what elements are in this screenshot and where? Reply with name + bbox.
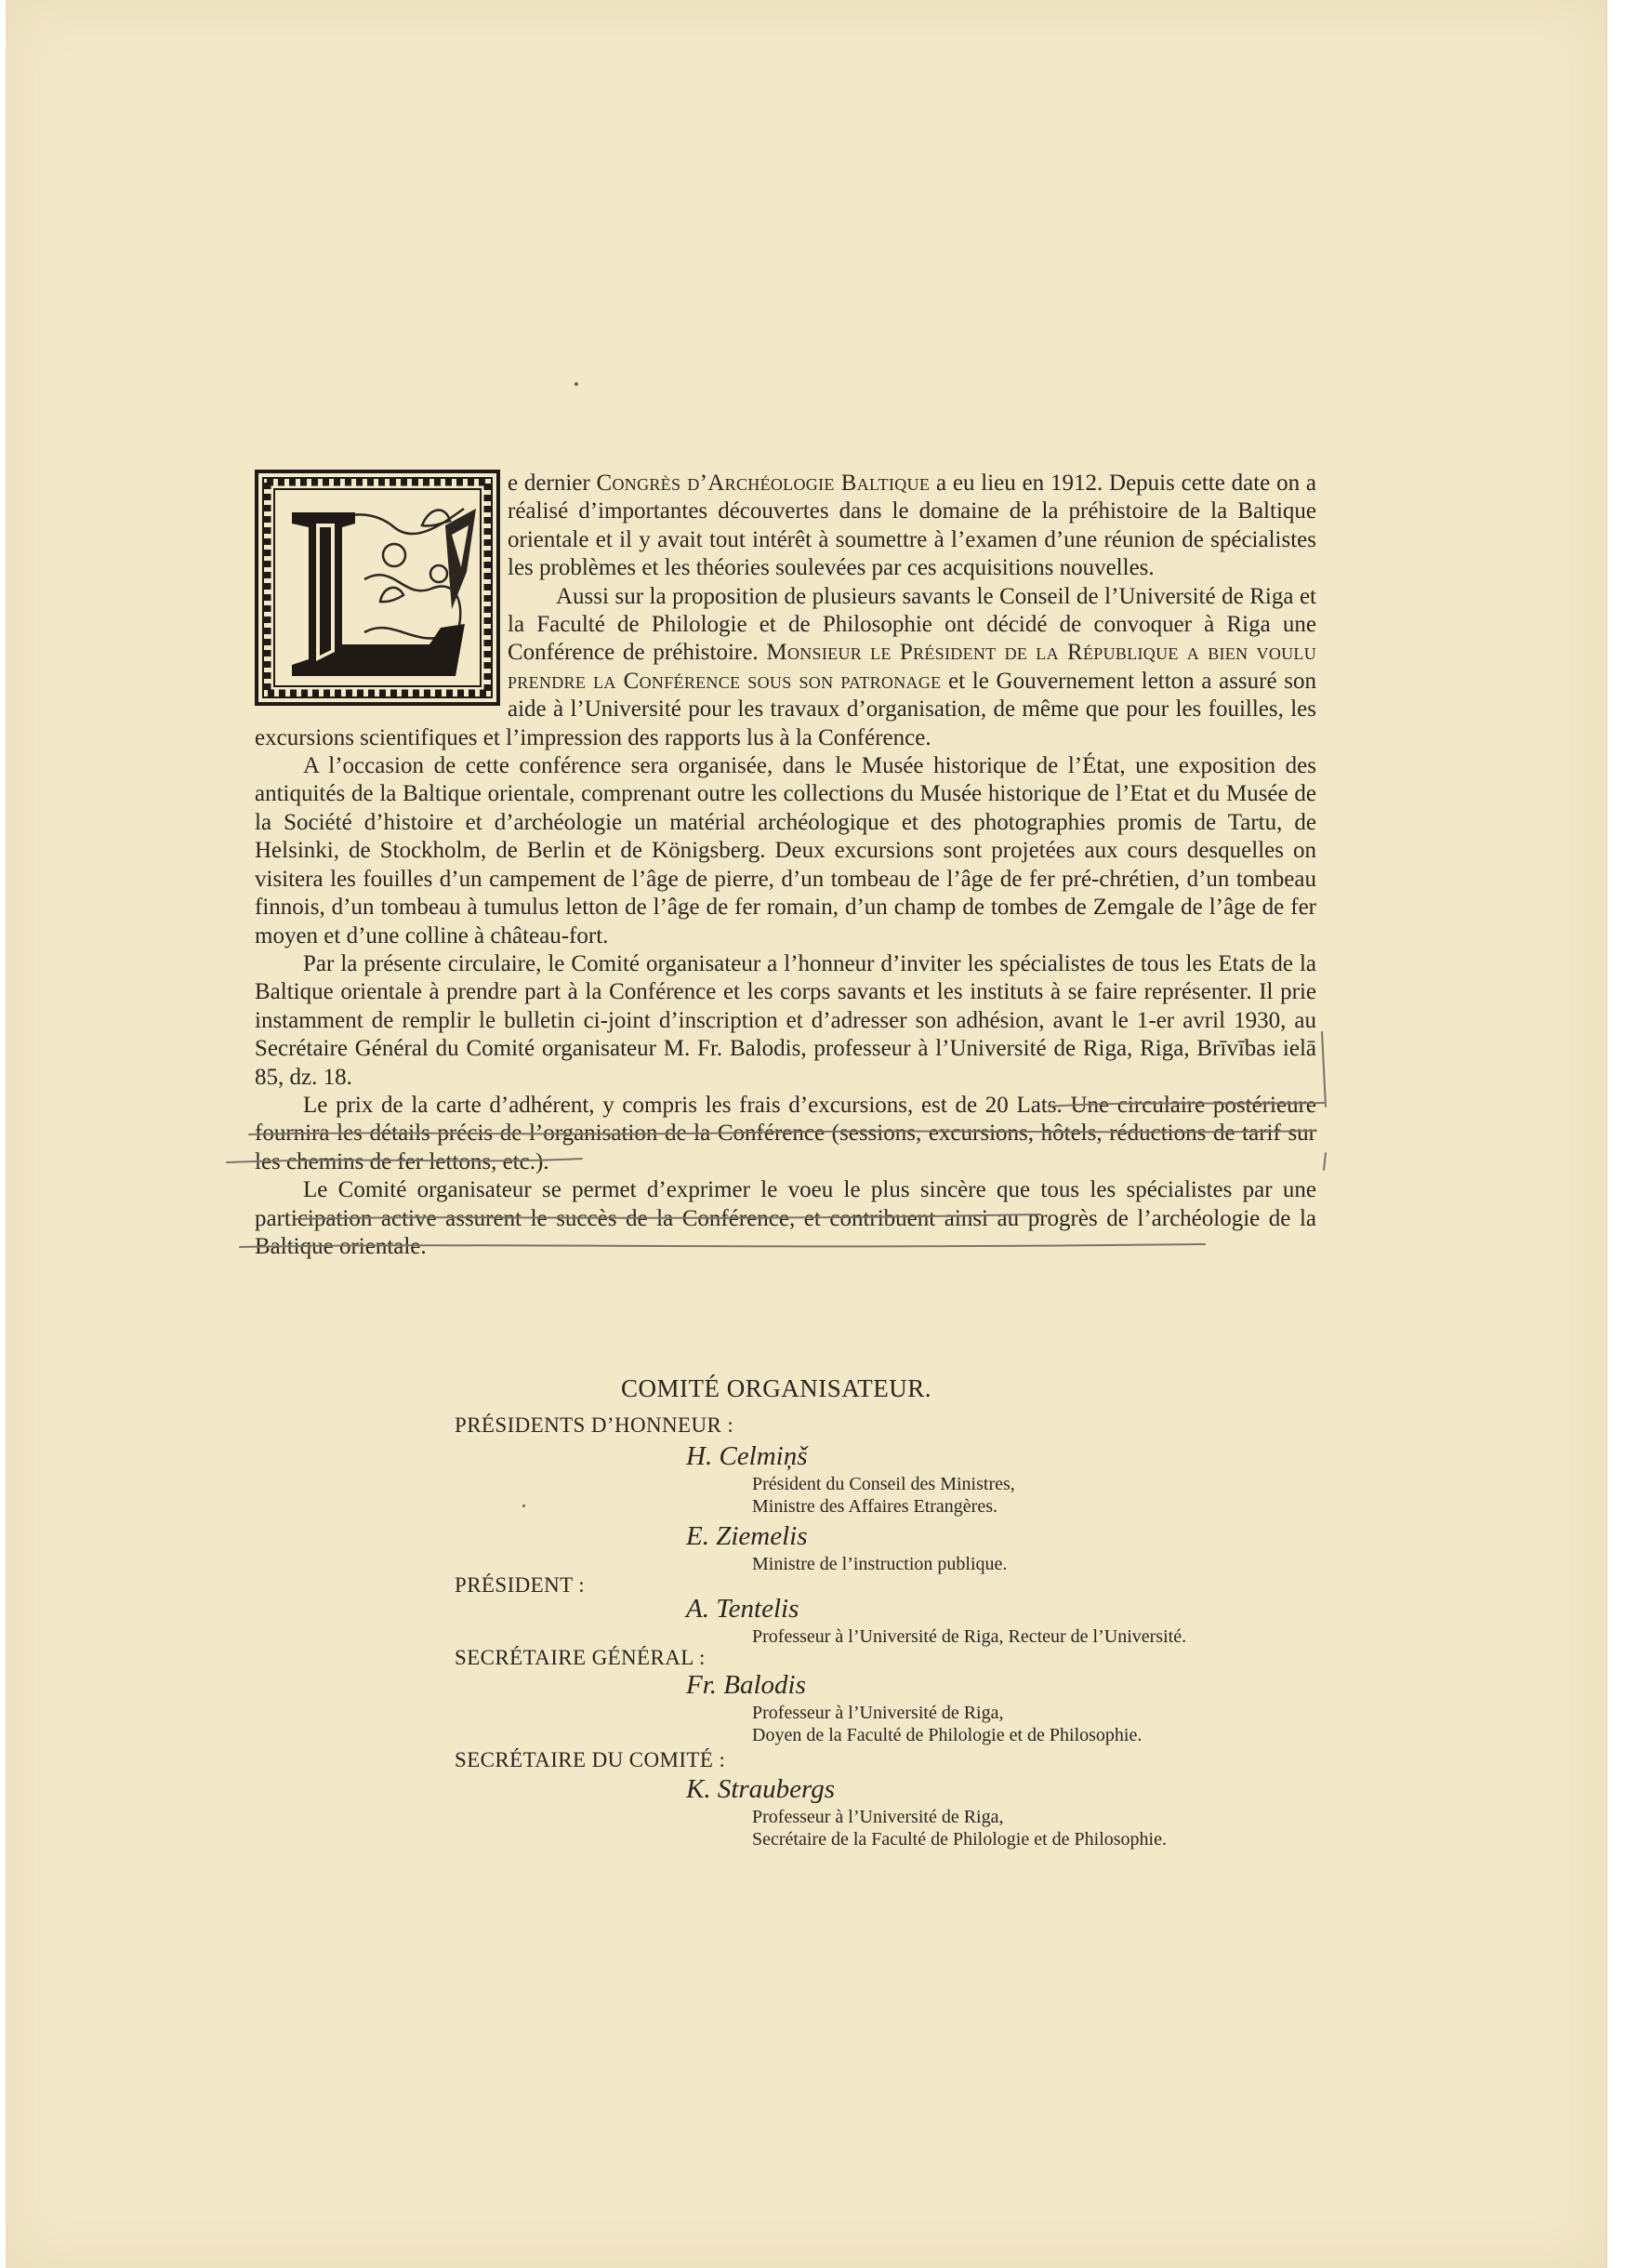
- committee-title: COMITÉ ORGANISATEUR.: [621, 1374, 931, 1402]
- paragraph-6: Le Comité organisateur se permet d’exprimer le voeu le plus sincère que tous les spécialistes par une participation active assurent le succès de la Conférence, et contribuent ainsi au progrès de l’archéologie de la Baltique orientale.: [255, 1177, 1316, 1259]
- paragraph-3: A l’occasion de cette conférence sera organisée, dans le Musée historique de l’État, une exposition des antiquités de la Baltique orientale, comprenant outre les collections du Musée historique de l’Etat et du Musée de la Société d’histoire et d’archéologie un matérial archéologique et des photographies promis de Tartu, de Helsinki, de Stockholm, de Berlin et de Königsberg. Deux excursions sont projetées aux cours desquelles on visitera les fouilles d’un campement de l’âge de pierre, d’un tombeau de l’âge de fer pré-chrétien, d’un tombeau finnois, d’un tombeau à tumulus letton de l’âge de fer romain, d’un champ de tombes de Zemgale de l’âge de fer moyen et d’une colline à château-fort.: [255, 753, 1316, 948]
- secretary-general-titles: Professeur à l’Université de Riga, Doyen de la Faculté de Philologie et de Philosophie.: [752, 1703, 1143, 1745]
- secretary-general-name: Fr. Balodis: [686, 1670, 806, 1700]
- paragraph-2: Aussi sur la proposition de plusieurs savants le Conseil de l’Université de Riga et la Faculté de Philologie et de Philosophie ont décidé de convoquer à Riga une Conférence de préhistoire. Monsieur le Président de la République a bien voulu prendre la Conférence sous son patronage et le Gouvernement letton a assuré son aide à l’Université pour les travaux d’organisation, de même que pour les fouilles, les excursions scientifiques et l’impression des rapports lus à la Conférence.: [255, 583, 1317, 750]
- committee-secretary-role: SECRÉTAIRE DU COMITÉ :: [455, 1748, 726, 1771]
- honorary-president-titles: Président du Conseil des Ministres, Ministre des Affaires Etrangères.: [752, 1474, 1015, 1517]
- circular-body: [255, 470, 1316, 1261]
- committee-secretary-titles: Professeur à l’Université de Riga, Secrétaire de la Faculté de Philologie et de Philosophie.: [752, 1807, 1167, 1850]
- paragraph-4: Par la présente circulaire, le Comité organisateur a l’honneur d’inviter les spécialistes de tous les Etats de la Baltique orientale à prendre part à la Conférence et les corps savants et les instituts à se faire représenter. Il prie instamment de remplir le bulletin ci-joint d’inscription et d’adresser son adhésion, avant le 1-er avril 1930, au Secrétaire Général du Comité organisateur M. Fr. Balodis, professeur à l’Université de Riga, Riga, Brīvības ielā 85, dz. 18.: [255, 950, 1316, 1090]
- paper-speck: [522, 1505, 525, 1507]
- paragraph-1: e dernier Congrès d’Archéologie Baltique a eu lieu en 1912. Depuis cette date on a réalisé d’importantes découvertes dans le domaine de la préhistoire de la Baltique orientale et il y avait tout intérêt à soumettre à l’examen d’une réunion de spécialistes les problèmes et les théories soulevées par ces acquisitions nouvelles.: [508, 471, 1316, 581]
- paper-sheet: [6, 0, 1607, 2268]
- president-name: A. Tentelis: [686, 1594, 799, 1624]
- ornamental-initial-L: [255, 470, 500, 706]
- president-role: PRÉSIDENT :: [455, 1573, 586, 1597]
- secretary-general-role: SECRÉTAIRE GÉNÉRAL :: [455, 1646, 706, 1669]
- president-titles: Professeur à l’Université de Riga, Recteur de l’Université.: [752, 1626, 1187, 1647]
- committee-secretary-name: K. Straubergs: [686, 1774, 836, 1804]
- honorary-president-titles: Ministre de l’instruction publique.: [752, 1554, 1008, 1574]
- honorary-president-name: H. Celmiņš: [686, 1441, 808, 1471]
- honorary-president-name: E. Ziemelis: [686, 1521, 808, 1551]
- honorary-presidents-role: PRÉSIDENTS D’HONNEUR :: [455, 1413, 734, 1437]
- paper-speck: [575, 382, 578, 386]
- paragraph-5: Le prix de la carte d’adhérent, y compris les frais d’excursions, est de 20 Lats. Une circulaire postérieure fournira les détails précis de l’organisation de la Conférence (sessions, excursions, hôtels, réductions de tarif sur les chemins de fer lettons, etc.).: [255, 1092, 1316, 1174]
